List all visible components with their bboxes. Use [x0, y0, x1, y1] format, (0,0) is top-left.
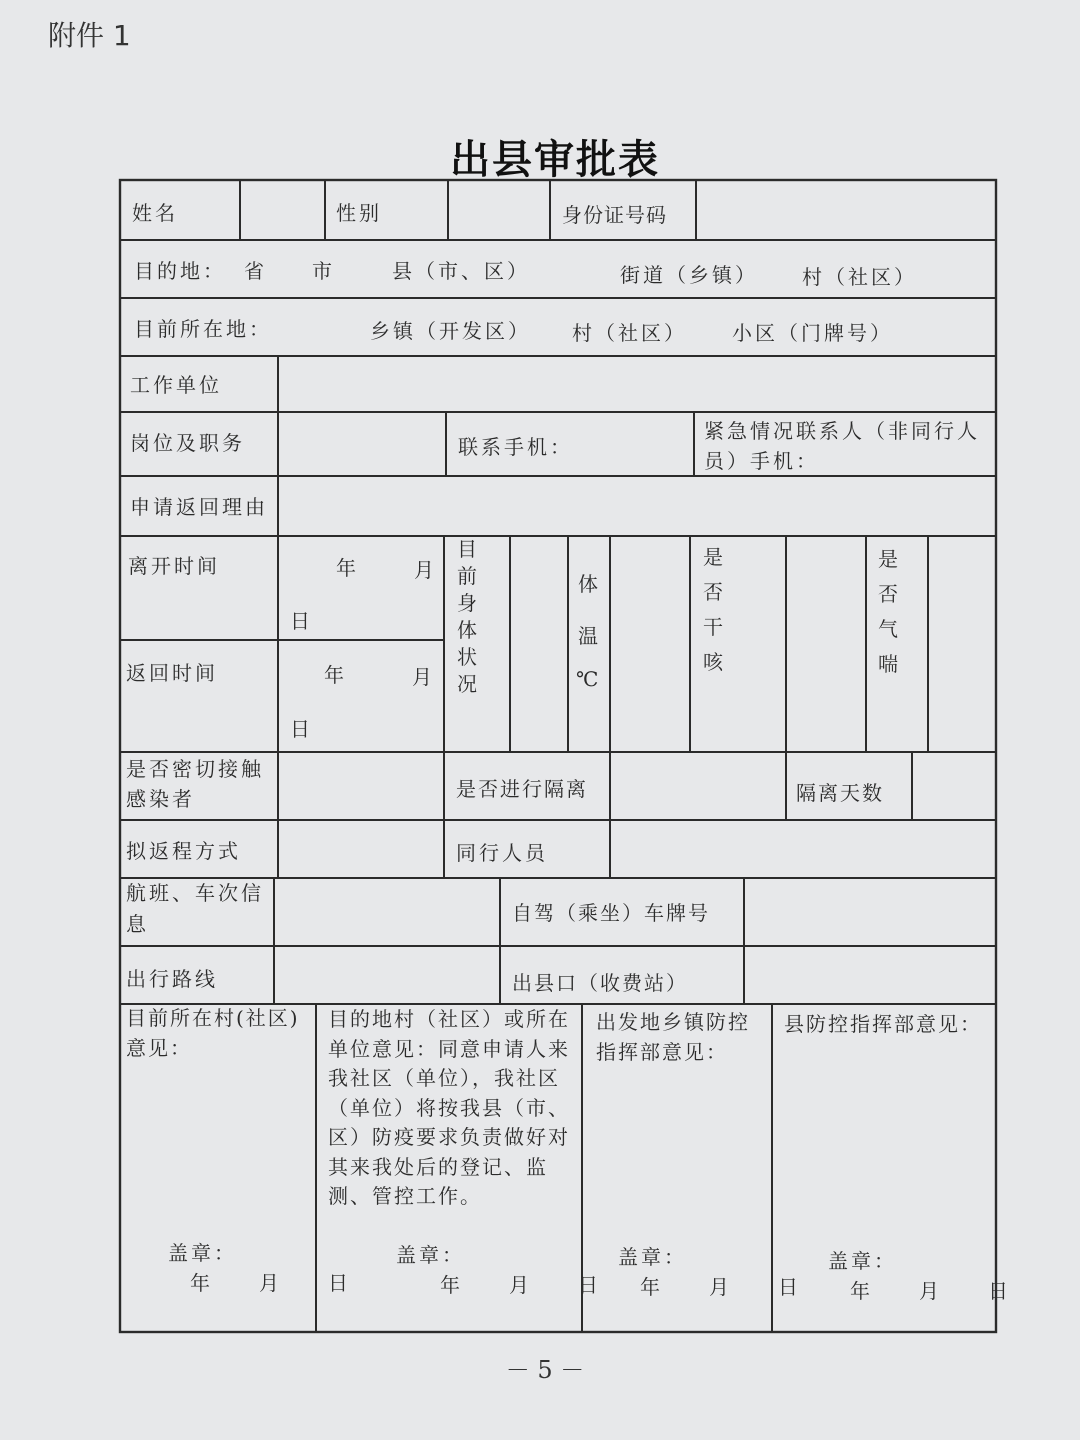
dry-cough-label: 是否干咳	[703, 545, 723, 674]
return-reason-label: 申请返回理由	[130, 495, 268, 519]
dry-cough-field[interactable]	[788, 538, 864, 750]
date-line-village: 年 月 日	[190, 1271, 351, 1295]
date-line-destination: 年 月 日	[440, 1273, 601, 1297]
gender-label: 性别	[336, 201, 382, 225]
date-line-county: 年 月 日	[850, 1279, 1011, 1303]
route-label: 出行路线	[126, 967, 218, 991]
town-opinion-label: 出发地乡镇防控指挥部意见：	[596, 1010, 750, 1064]
seal-label-village: 盖章：	[168, 1241, 237, 1265]
street-label: 街道（乡镇）	[620, 263, 758, 287]
companions-label: 同行人员	[456, 841, 548, 865]
plate-number-field[interactable]	[746, 880, 994, 944]
quarantined-label: 是否进行隔离	[456, 777, 588, 801]
return-year: 年	[324, 663, 347, 687]
village-opinion-label: 目前所在村(社区)意见：	[126, 1006, 300, 1060]
return-method-label: 拟返程方式	[126, 839, 241, 863]
quarantine-days-field[interactable]	[914, 754, 994, 818]
close-contact-label: 是否密切接触感染者	[126, 757, 264, 811]
current-location-label: 目前所在地：	[134, 317, 272, 341]
flight-train-label: 航班、车次信息	[126, 881, 264, 936]
destination-opinion-text: 目的地村（社区）或所在单位意见：同意申请人来我社区（单位），我社区（单位）将按我县（市、区）防疫要求负责做好对其来我处后的登记、监测、管控工作。	[328, 1007, 570, 1208]
attachment-label: 附件 1	[48, 19, 131, 52]
id-number-field[interactable]	[698, 182, 994, 238]
return-month: 月	[412, 665, 435, 689]
exit-point-field[interactable]	[746, 948, 994, 1002]
id-number-label: 身份证号码	[562, 203, 667, 227]
wheezing-field[interactable]	[930, 538, 994, 750]
seal-label-destination: 盖章：	[396, 1243, 465, 1267]
return-time-label: 返回时间	[126, 661, 218, 685]
flight-train-field[interactable]	[276, 880, 498, 944]
leave-month: 月	[414, 558, 437, 582]
work-unit-field[interactable]	[280, 358, 994, 410]
township-label: 乡镇（开发区）	[370, 319, 531, 343]
self-drive-label: 自驾（乘坐）车牌号	[512, 901, 710, 925]
wheezing-label: 是否气喘	[878, 547, 898, 676]
province-label: 省	[244, 259, 267, 283]
return-day: 日	[290, 717, 313, 741]
form-title: 出县审批表	[450, 136, 660, 183]
emergency-contact-label: 紧急情况联系人（非同行人员）手机：	[704, 419, 980, 473]
health-status-label: 目前身体状况	[457, 537, 477, 696]
leave-year: 年	[336, 556, 359, 580]
city-label: 市	[312, 259, 335, 283]
work-unit-label: 工作单位	[130, 373, 222, 397]
neighborhood-label: 小区（门牌号）	[732, 321, 893, 345]
quarantine-days-label: 隔离天数	[796, 781, 884, 805]
exit-point-label: 出县口（收费站）	[512, 971, 688, 995]
temperature-label: 体温	[578, 572, 598, 648]
village-label: 村（社区）	[802, 265, 917, 289]
quarantined-field[interactable]	[612, 754, 784, 818]
county-opinion-label: 县防控指挥部意见：	[784, 1012, 982, 1036]
route-field[interactable]	[276, 948, 498, 1002]
return-reason-field[interactable]	[280, 478, 994, 534]
seal-label-town: 盖章：	[618, 1245, 687, 1269]
name-field[interactable]	[242, 182, 324, 238]
temperature-unit: ℃	[576, 667, 599, 691]
name-label: 姓名	[132, 201, 178, 225]
village-community-label: 村（社区）	[572, 321, 687, 345]
seal-label-county: 盖章：	[828, 1249, 897, 1273]
county-label: 县（市、区）	[392, 259, 530, 283]
leave-day: 日	[290, 609, 313, 633]
destination-label: 目的地：	[134, 259, 226, 283]
return-method-field[interactable]	[280, 822, 442, 876]
page-number: － 5 －	[505, 1356, 585, 1384]
contact-phone-label: 联系手机：	[458, 435, 573, 459]
leave-time-label: 离开时间	[128, 554, 220, 578]
position-field[interactable]	[280, 414, 444, 474]
temperature-field[interactable]	[612, 538, 688, 750]
gender-field[interactable]	[450, 182, 548, 238]
date-line-town: 年 月 日	[640, 1275, 801, 1299]
position-label: 岗位及职务	[130, 431, 245, 455]
companions-field[interactable]	[612, 822, 994, 876]
